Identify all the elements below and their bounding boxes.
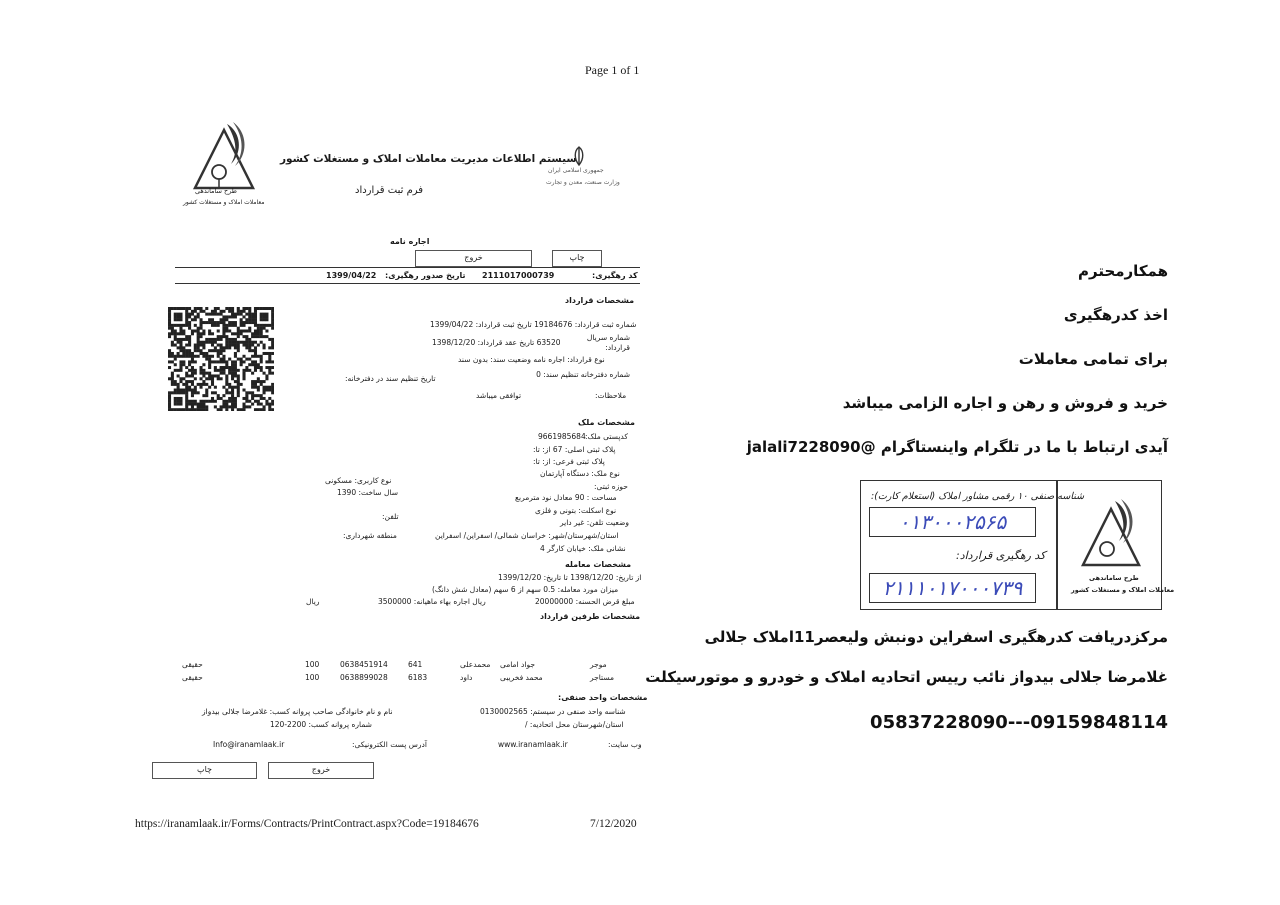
monthly-rent: ریال اجاره بهاء ماهیانه: 3500000	[378, 597, 486, 606]
handwritten-code: ۲۱۱۱۰۱۷۰۰۰۷۳۹	[882, 576, 1023, 600]
property-type: نوع ملک: دستگاه آپارتمان	[540, 469, 620, 478]
postal-code-label: کدپستی ملک:	[585, 432, 628, 441]
party-father: محمدعلی	[460, 660, 491, 669]
reg-number-line: شماره ثبت قرارداد: 19184676 تاریخ ثبت قرارداد: 1399/04/22	[430, 320, 637, 329]
stamp-line-2: کد رهگیری قرارداد:	[956, 549, 1046, 562]
office-line: شماره دفترخانه تنظیم سند: 0	[536, 370, 630, 379]
parties-table	[170, 660, 640, 690]
province: استان/شهرستان/شهر: خراسان شمالی/ اسفراین/ اسفراین	[435, 531, 619, 540]
party-kind: حقیقی	[182, 673, 203, 682]
usage: نوع کاربری: مسکونی	[325, 476, 392, 485]
stamp-line-1: شناسه صنفی ۱۰ رقمی مشاور املاک (استعلام کارت):	[871, 491, 1085, 502]
party-share: 100	[305, 673, 320, 682]
handwritten-id-box	[869, 507, 1036, 537]
registry-area: حوزه ثبتی:	[594, 482, 628, 491]
notice-line-4: خرید و فروش و رهن و اجاره الزامی میباشد	[842, 394, 1168, 412]
notice-line-3: برای تمامی معاملات	[1018, 350, 1168, 368]
print-date: 7/12/2020	[590, 818, 637, 830]
parties-section-title: مشخصات طرفین قرارداد	[540, 612, 641, 621]
office-date-label: تاریخ تنظیم سند در دفترخانه:	[345, 374, 436, 383]
property-area: مساحت : 90 معادل نود مترمربع	[515, 493, 617, 502]
website[interactable]: www.iranamlaak.ir	[498, 740, 568, 749]
notice-line-2: اخذ کدرهگیری	[1063, 306, 1168, 324]
print-button[interactable]: چاپ	[552, 250, 602, 267]
tracking-code: 2111017000739	[482, 271, 555, 280]
party-first: جواد امامی	[500, 660, 535, 669]
serial-line: 63520 تاریخ عقد قرارداد: 1398/12/20	[432, 338, 561, 347]
qr-code	[168, 307, 274, 411]
notes-label: ملاحظات:	[595, 391, 627, 400]
agency-section-title: مشخصات واحد صنفی:	[558, 693, 648, 702]
party-first: محمد فخریبی	[500, 673, 543, 682]
phone: تلفن:	[382, 512, 399, 521]
party-role: مستاجر	[590, 673, 615, 682]
iran-emblem-icon	[568, 145, 590, 167]
emblem-caption-2: وزارت صنعت، معدن و تجارت	[546, 179, 620, 186]
union-location: استان/شهرستان محل اتحادیه: /	[525, 720, 624, 729]
bottom-exit-button[interactable]: خروج	[268, 762, 374, 779]
skeleton: نوع اسکلت: بتونی و فلزی	[535, 506, 617, 515]
page-indicator: Page 1 of 1	[585, 63, 640, 77]
rent-currency: ریال	[306, 597, 320, 606]
notice-line-8: 05837228090---09159848114	[870, 712, 1168, 733]
sub-plate: پلاک ثبتی فرعی: از: تا:	[533, 457, 605, 466]
agency-stamp	[860, 480, 1175, 610]
agency-id: شناسه واحد صنفی در سیستم: 0130002565	[480, 707, 626, 716]
property-section-title: مشخصات ملک	[578, 418, 635, 427]
license-holder: نام و نام خانوادگی صاحب پروانه کسب: غلامرضا جلالی بیدواز	[202, 707, 393, 716]
issue-date-label: تاریخ صدور رهگیری:	[385, 271, 466, 280]
contract-type-line: نوع قرارداد: اجاره نامه وضعیت سند: بدون سند	[458, 355, 605, 364]
tracking-code-label: کد رهگیری:	[592, 271, 638, 280]
transaction-section-title: مشخصات معامله	[565, 560, 632, 569]
handwritten-id: ۰۱۳۰۰۰۲۵۶۵	[898, 510, 1007, 534]
party-cert: 641	[408, 660, 423, 669]
period: از تاریخ: 1398/12/20 تا تاریخ: 1399/12/20	[498, 573, 642, 582]
website-label: وب سایت:	[608, 740, 642, 749]
notice-line-7: غلامرضا جلالی بیدواز نائب رییس اتحادیه املاک و خودرو و موتورسیکلت	[645, 668, 1168, 686]
page-url: https://iranamlaak.ir/Forms/Contracts/PrintContract.aspx?Code=19184676	[135, 818, 479, 830]
party-cert: 6183	[408, 673, 428, 682]
build-year: سال ساخت: 1390	[337, 488, 398, 497]
party-national-id: 0638899028	[340, 673, 388, 682]
notice-line-6: مرکزدریافت کدرهگیری اسفراین دونبش ولیعصر11املاک جلالی	[704, 628, 1168, 646]
stamp-logo	[1071, 491, 1151, 581]
party-role: موجر	[590, 660, 607, 669]
party-national-id: 0638451914	[340, 660, 388, 669]
party-kind: حقیقی	[182, 660, 203, 669]
exit-button[interactable]: خروج	[415, 250, 532, 267]
serial-label: شماره سریال قرارداد:	[586, 333, 630, 352]
contract-type-title: اجاره نامه	[390, 237, 430, 246]
stamp-logo-caption-1: طرح ساماندهی	[1089, 574, 1139, 582]
logo-caption-2: معاملات املاک و مستغلات کشور	[183, 199, 265, 206]
address: نشانی ملک: خیابان کارگر 4	[540, 544, 626, 553]
share: میزان مورد معامله: 0.5 سهم از 6 سهم (معادل شش دانگ)	[432, 585, 619, 594]
notice-line-5: آیدی ارتباط با ما در تلگرام واینستاگرام @jalali7228090	[746, 438, 1168, 456]
stamp-logo-caption-2: معاملات املاک و مستغلات کشور	[1071, 586, 1175, 594]
issue-date: 1399/04/22	[326, 271, 377, 280]
deposit: مبلغ قرض الحسنه: 20000000	[535, 597, 635, 606]
main-plate: پلاک ثبتی اصلی: 67 از: تا:	[533, 445, 616, 454]
notice-line-1: همکارمحترم	[1078, 262, 1168, 280]
emblem-caption-1: جمهوری اسلامی ایران	[548, 167, 604, 174]
email-label: آدرس پست الکترونیکی:	[352, 740, 427, 749]
system-title: سیستم اطلاعات مدیریت معاملات املاک و مستغلات کشور	[280, 153, 577, 165]
notes-value: توافقی میباشد	[476, 391, 522, 400]
logo-caption-1: طرح ساماندهی	[195, 187, 237, 195]
email[interactable]: Info@iranamlaak.ir	[213, 740, 285, 749]
handwritten-code-box	[869, 573, 1036, 603]
form-title: فرم ثبت قرارداد	[355, 185, 424, 196]
party-share: 100	[305, 660, 320, 669]
phone-status: وضعیت تلفن: غیر دایر	[560, 518, 629, 527]
district: منطقه شهرداری:	[343, 531, 397, 540]
bottom-print-button[interactable]: چاپ	[152, 762, 257, 779]
license-number: شماره پروانه کسب: 2200-120	[270, 720, 372, 729]
contract-section-title: مشخصات قرارداد	[565, 296, 635, 305]
party-father: داود	[460, 673, 473, 682]
postal-code: 9661985684	[538, 432, 586, 441]
